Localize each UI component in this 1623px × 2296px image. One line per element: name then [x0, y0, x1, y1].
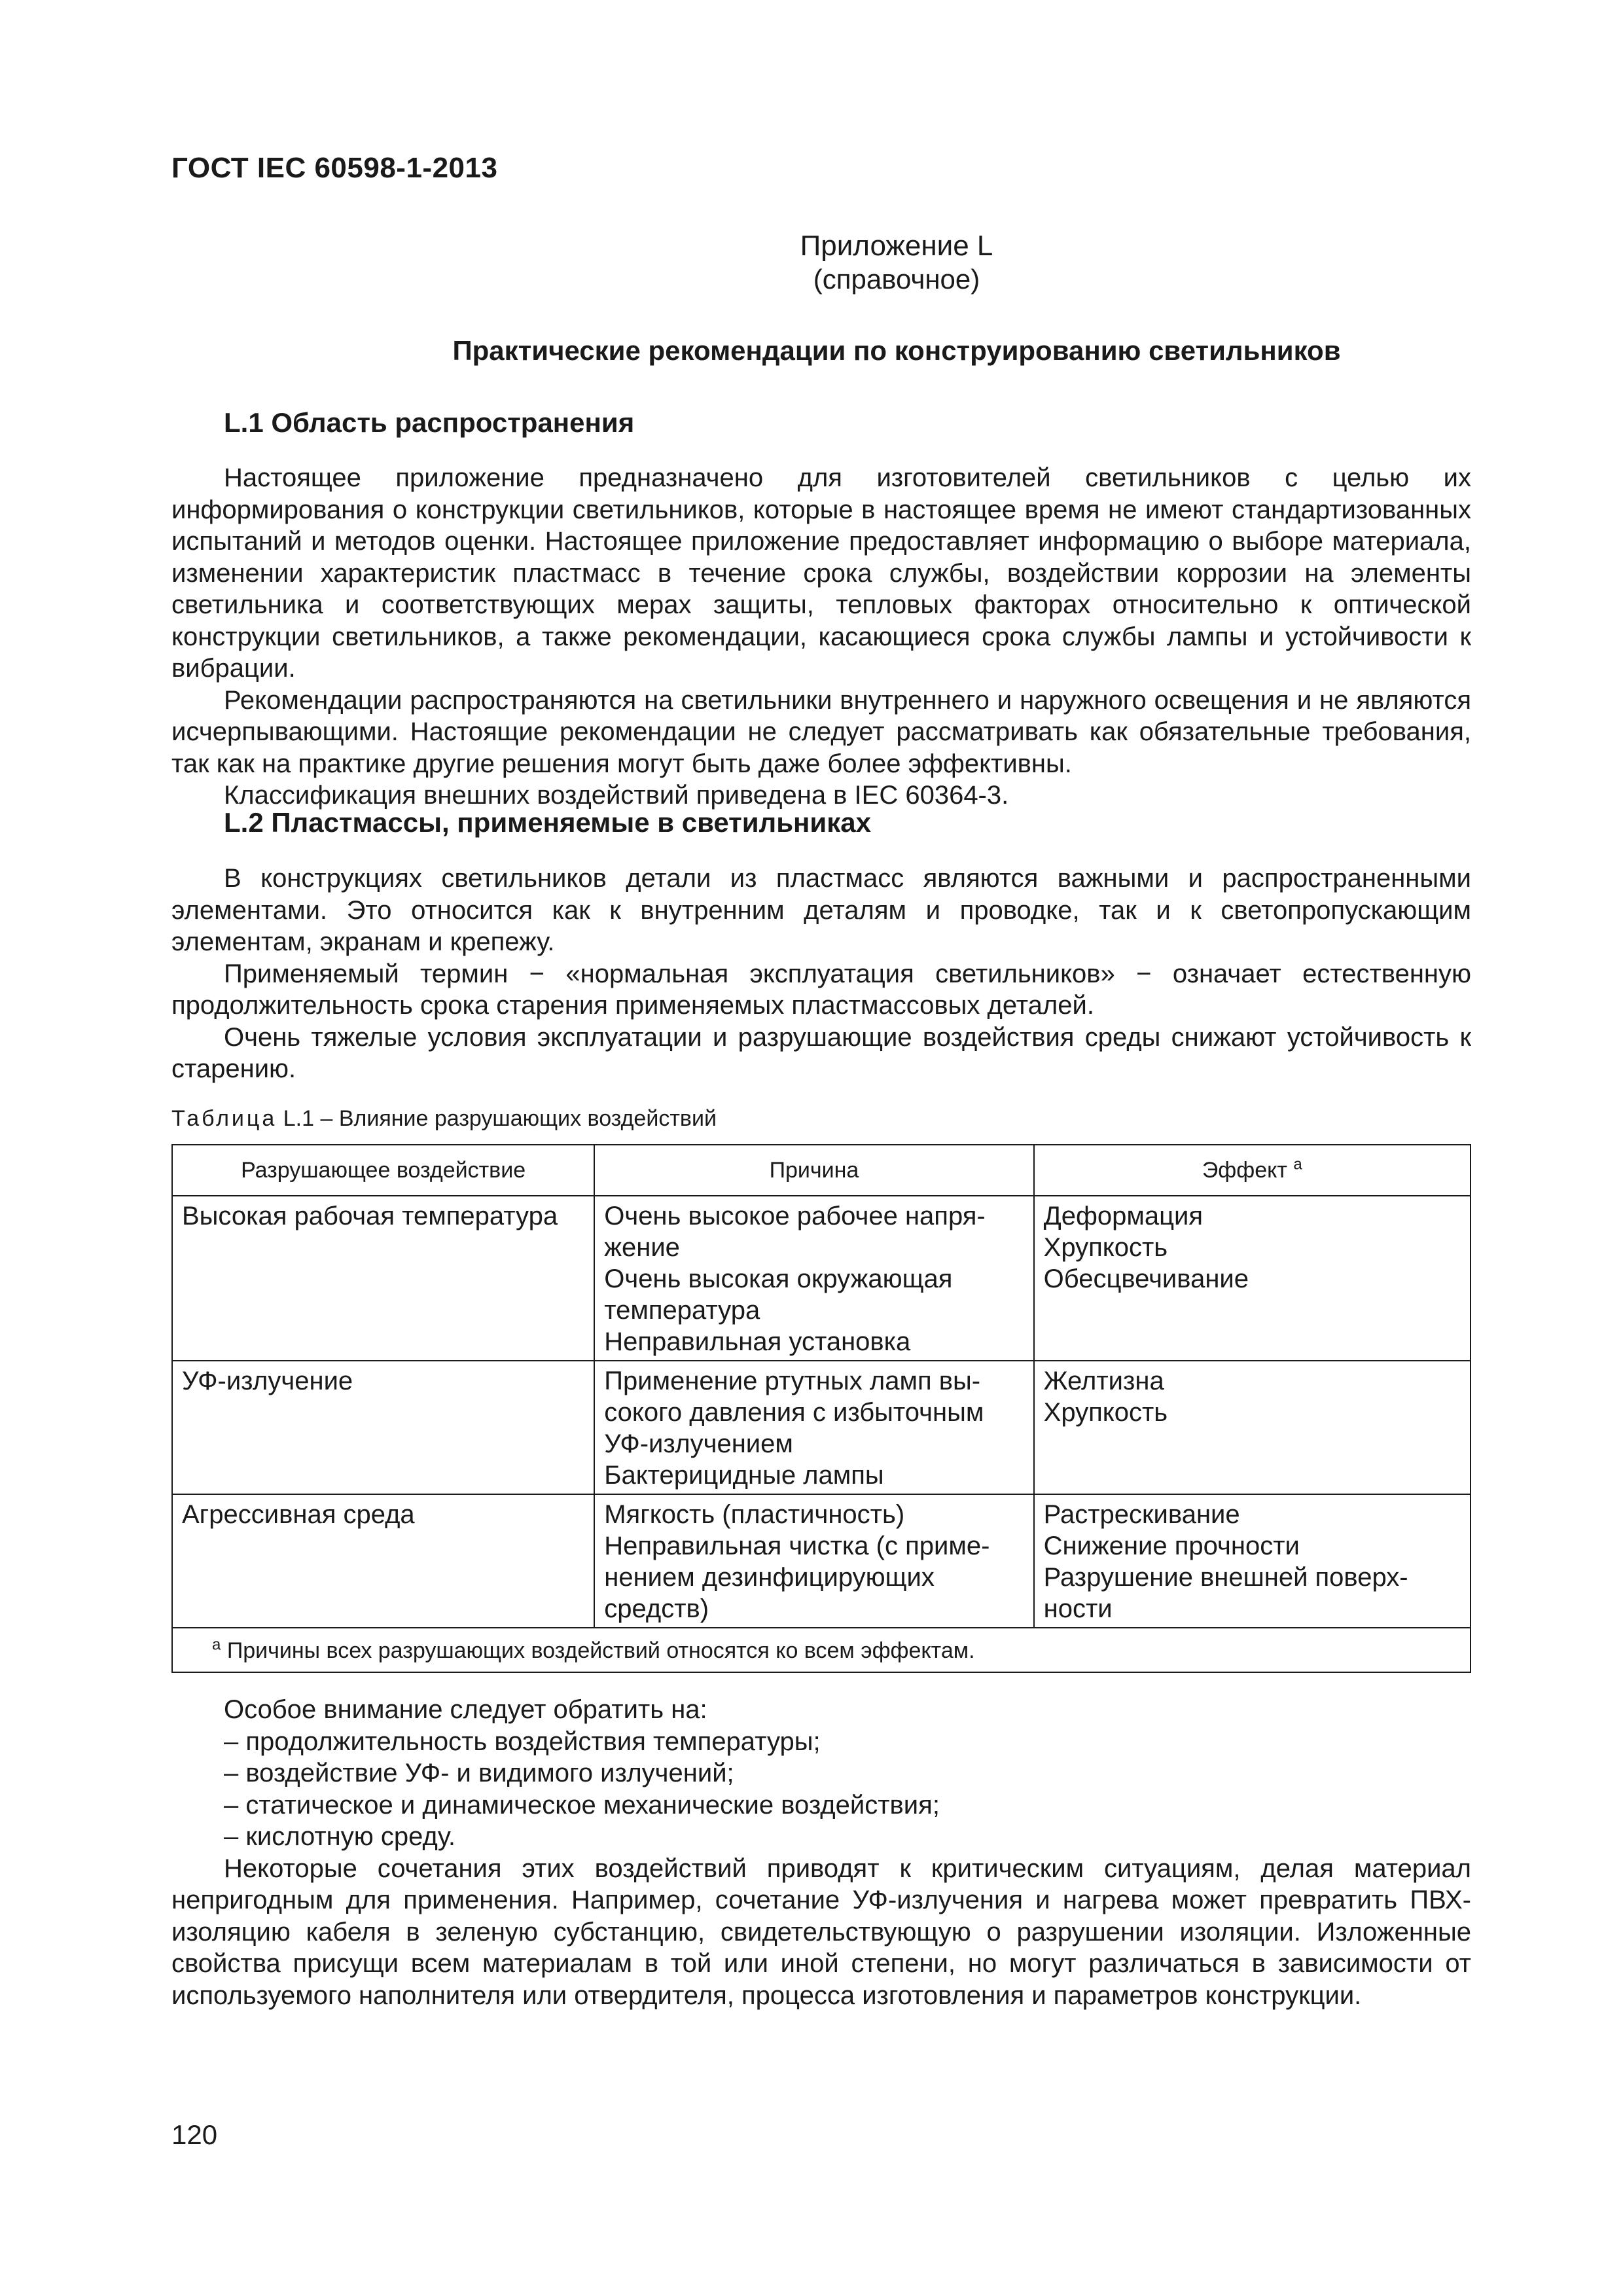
- annex-heading: Практические рекомендации по конструированию светильников: [452, 335, 1341, 366]
- section-heading-l2: L.2 Пластмассы, применяемые в светильниках: [224, 807, 871, 838]
- table-caption-text: L.1 – Влияние разрушающих воздействий: [283, 1106, 717, 1131]
- footnote-marker: a: [212, 1636, 221, 1654]
- table-row: [172, 1196, 1471, 1361]
- table-footnote-row: [172, 1628, 1471, 1672]
- section-l2-body: [171, 863, 1471, 1085]
- table-row: [172, 1494, 1471, 1628]
- effect-line: Растрескивание: [1043, 1500, 1240, 1529]
- cause-line: сокого давления с избыточным: [604, 1398, 984, 1427]
- impact-cell: Агрессивная среда: [172, 1494, 594, 1628]
- list-item: – продолжительность воздействия температуры;: [224, 1727, 821, 1756]
- cause-line: нением дезинфицирующих: [604, 1563, 935, 1592]
- attention-list: [171, 1726, 1471, 1853]
- paragraph: В конструкциях светильников детали из пластмасс являются важными и распространенными элементами. Это относится как к внутренним деталям и проводке, так и к светопропускающим элементам, экранам и крепежу.: [171, 864, 1471, 956]
- effects-table: [171, 1144, 1471, 1673]
- effect-line: Разрушение внешней поверх-: [1043, 1563, 1408, 1592]
- document-identifier: ГОСТ IEC 60598-1-2013: [171, 152, 498, 184]
- after-table-body: [171, 1694, 1471, 2011]
- cause-line: Неправильная установка: [604, 1327, 911, 1356]
- column-header-effect: [1034, 1145, 1471, 1196]
- cause-line: Неправильная чистка (с приме-: [604, 1532, 990, 1560]
- list-item: – воздействие УФ- и видимого излучений;: [224, 1759, 734, 1787]
- effect-cell: [1034, 1361, 1471, 1494]
- cause-cell: [594, 1196, 1033, 1361]
- paragraph: Очень тяжелые условия эксплуатации и разрушающие воздействия среды снижают устойчивость к старению.: [171, 1022, 1471, 1083]
- effect-line: Хрупкость: [1043, 1398, 1168, 1427]
- cause-line: Очень высокое рабочее напря-: [604, 1202, 986, 1230]
- column-header-cause: Причина: [594, 1145, 1033, 1196]
- cause-cell: [594, 1494, 1033, 1628]
- cause-line: УФ-излучением: [604, 1429, 793, 1458]
- table-footnote: [172, 1628, 1471, 1672]
- cause-line: жение: [604, 1233, 680, 1262]
- cause-line: Применение ртутных ламп вы-: [604, 1367, 981, 1395]
- cause-line: средств): [604, 1594, 709, 1623]
- paragraph: Классификация внешних воздействий приведена в IEC 60364-3.: [224, 781, 1009, 810]
- list-item: – кислотную среду.: [224, 1822, 455, 1851]
- effect-line: Желтизна: [1043, 1367, 1164, 1395]
- cause-line: температура: [604, 1296, 760, 1325]
- paragraph: Некоторые сочетания этих воздействий приводят к критическим ситуациям, делая материал непригодным для применения. Например, сочетание УФ-излучения и нагрева может превратить ПВХ-изоляцию кабеля в зеленую субстанцию, свидетельствующую о разрушении изоляции. Изложенные свойства присущи всем материалам в той или иной степени, но могут различаться в зависимости от используемого наполнителя или отвердителя, процесса изготовления и параметров конструкции.: [171, 1854, 1471, 2010]
- effect-line: Деформация: [1043, 1202, 1204, 1230]
- section-l1-body: [171, 462, 1471, 812]
- cause-line: Мягкость (пластичность): [604, 1500, 905, 1529]
- impact-cell: Высокая рабочая температура: [172, 1196, 594, 1361]
- paragraph: Рекомендации распространяются на светильники внутреннего и наружного освещения и не являются исчерпывающими. Настоящие рекомендации не следует рассматривать как обязательные требования, так как на практике другие решения могут быть даже более эффективны.: [171, 685, 1471, 778]
- cause-line: Бактерицидные лампы: [604, 1461, 884, 1490]
- effect-line: ности: [1043, 1594, 1113, 1623]
- footnote-marker: a: [1293, 1155, 1302, 1174]
- effect-cell: [1034, 1494, 1471, 1628]
- cause-line: Очень высокая окружающая: [604, 1265, 953, 1293]
- list-lead: Особое внимание следует обратить на:: [224, 1695, 707, 1724]
- list-item: – статическое и динамическое механические воздействия;: [224, 1790, 940, 1820]
- page-number: 120: [171, 2119, 218, 2150]
- column-header-effect-label: Эффект: [1202, 1158, 1287, 1183]
- table-caption-prefix: Таблица: [171, 1106, 277, 1131]
- table-header-row: [172, 1145, 1471, 1196]
- paragraph: Настоящее приложение предназначено для изготовителей светильников с целью их информирования о конструкции светильников, которые в настоящее время не имеют стандартизованных испытаний и методов оценки. Настоящее приложение предоставляет информацию о выборе материала, изменении характеристик пластмасс в течение срока службы, воздействии коррозии на элементы светильника и соответствующих мерах защиты, тепловых факторах относительно к оптической конструкции светильников, а также рекомендации, касающиеся срока службы лампы и устойчивости к вибрации.: [171, 463, 1471, 683]
- section-heading-l1: L.1 Область распространения: [224, 407, 635, 438]
- impact-cell: УФ-излучение: [172, 1361, 594, 1494]
- effect-cell: [1034, 1196, 1471, 1361]
- effect-line: Обесцвечивание: [1043, 1265, 1249, 1293]
- table-footnote-text: Причины всех разрушающих воздействий относятся ко всем эффектам.: [226, 1638, 975, 1663]
- effect-line: Хрупкость: [1043, 1233, 1168, 1262]
- annex-title: Приложение L: [800, 230, 993, 262]
- table-caption: [171, 1106, 717, 1132]
- effect-line: Снижение прочности: [1043, 1532, 1300, 1560]
- cause-cell: [594, 1361, 1033, 1494]
- annex-subtitle: (справочное): [813, 264, 980, 295]
- table-row: [172, 1361, 1471, 1494]
- paragraph: Применяемый термин − «нормальная эксплуатация светильников» − означает естественную продолжительность срока старения применяемых пластмассовых деталей.: [171, 959, 1471, 1020]
- column-header-impact: Разрушающее воздействие: [172, 1145, 594, 1196]
